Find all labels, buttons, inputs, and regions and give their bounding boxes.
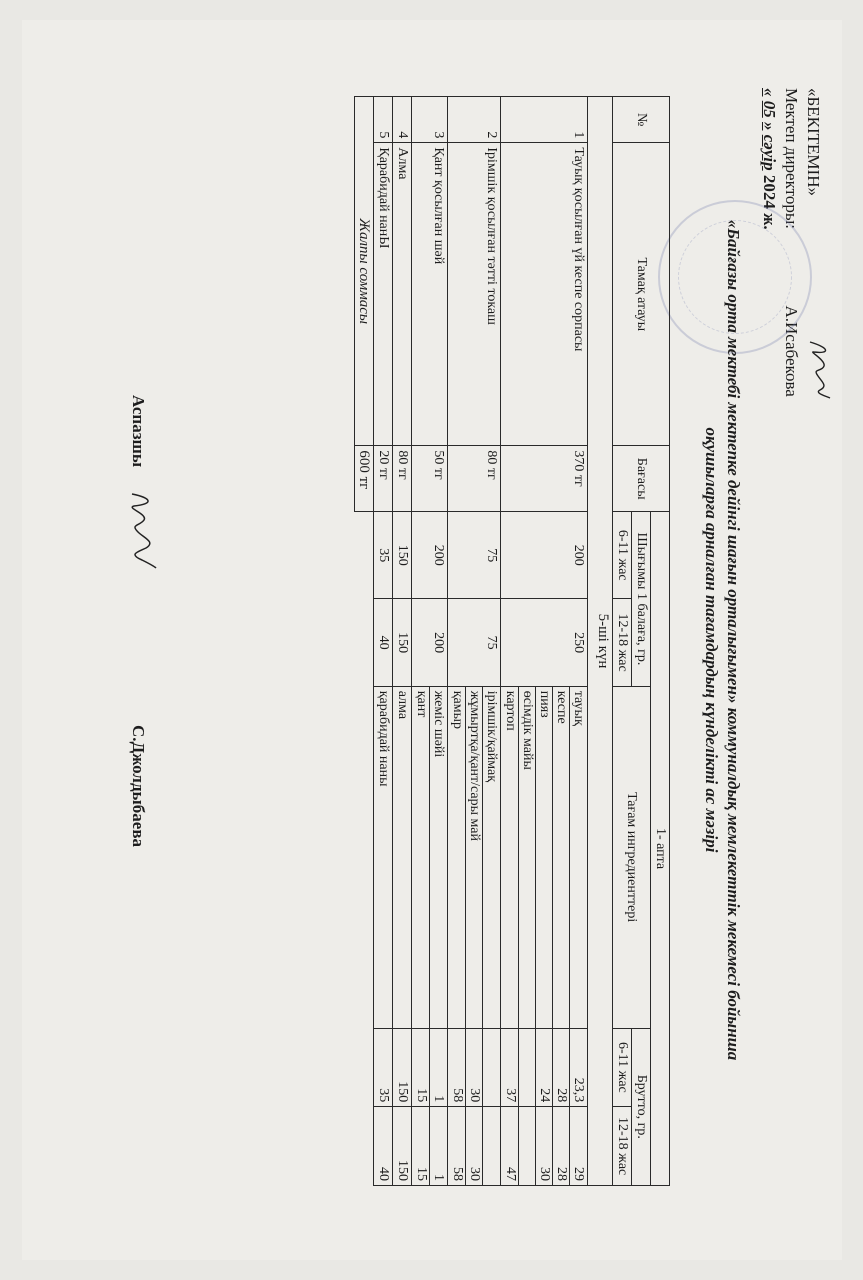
ingredient: жеміс шәйі	[429, 687, 446, 1028]
gross-value: 1	[429, 1107, 446, 1185]
dish-name: Алма	[392, 143, 411, 446]
gross-age1-cell	[411, 1028, 447, 1107]
output-age2: 40	[373, 599, 392, 686]
gross-value	[518, 1029, 535, 1107]
ingredient: жұмыртқа/қант/сары май	[465, 687, 482, 1028]
header-gross-age2: 12-18 жас	[612, 1107, 631, 1186]
table-row	[373, 97, 392, 1186]
gross-age1-cell	[500, 1028, 587, 1107]
gross-age2-cell	[411, 1107, 447, 1186]
gross-value	[482, 1029, 499, 1107]
ingredient: ірімшік/қаймақ	[482, 687, 499, 1028]
gross-value: 30	[465, 1029, 482, 1107]
ingredient: қарабидай наны	[373, 686, 392, 1028]
table-row	[411, 97, 447, 1186]
date-day: 05	[759, 100, 779, 118]
ingredient: пияз	[535, 687, 552, 1028]
gross-value: 150	[392, 1028, 411, 1107]
ingredient: қант	[413, 690, 429, 718]
gross-value: 58	[449, 1088, 465, 1103]
row-num: 1	[500, 97, 587, 143]
gross-value	[518, 1107, 535, 1185]
document-title-line1: «Байғазы орта мектебі мектепке дейінгі шағын орталығымен» коммуналдық мемлекеттік мекемесі бойынша	[723, 219, 743, 1061]
gross-value: 150	[392, 1107, 411, 1186]
gross-value: 1	[429, 1029, 446, 1107]
row-num: 4	[392, 97, 411, 143]
date-year: 2024 ж.	[759, 174, 779, 230]
header-num: №	[612, 97, 669, 143]
table-row	[500, 97, 587, 1186]
dish-name: Тауық қосылған үй кеспе сорпасы	[500, 143, 587, 446]
header-name: Тамақ атауы	[612, 143, 669, 446]
output-age2: 200	[411, 599, 447, 686]
ingredient: тауық	[569, 687, 586, 1028]
dish-price: 370 тг	[500, 446, 587, 512]
header-output-age1: 6-11 жас	[612, 512, 631, 599]
gross-value: 47	[502, 1167, 518, 1181]
gross-value: 29	[569, 1107, 586, 1185]
director-signature	[804, 338, 834, 400]
cook-label: Аспазшы	[128, 395, 148, 468]
director-name: А.Исабекова	[781, 305, 801, 397]
output-age2: 75	[447, 599, 500, 686]
ingredient: өсімдік майы	[518, 687, 535, 1028]
ingredients-cell	[447, 686, 500, 1028]
header-ingredients: Тағам ингредиенттері	[612, 686, 650, 1028]
gross-age2-cell	[500, 1107, 587, 1186]
gross-value: 35	[373, 1028, 392, 1107]
gross-value: 28	[552, 1107, 569, 1185]
gross-value: 28	[552, 1029, 569, 1107]
header-gross: Брутто, гр.	[631, 1028, 650, 1185]
total-row	[354, 97, 373, 1186]
output-age1: 35	[373, 512, 392, 599]
row-num: 3	[411, 97, 447, 143]
cook-signature	[120, 490, 162, 570]
cook-name: С.Джолдыбаева	[128, 725, 148, 848]
ingredient: картоп	[502, 690, 518, 731]
ingredient: кеспе	[552, 687, 569, 1028]
output-age1: 200	[411, 512, 447, 599]
output-age1: 75	[447, 512, 500, 599]
row-num: 5	[373, 97, 392, 143]
header-output: Шығымы 1 балаға, гр.	[631, 512, 650, 687]
date-close-quote: »	[759, 122, 779, 131]
gross-value: 40	[373, 1107, 392, 1186]
gross-value: 15	[413, 1167, 429, 1181]
gross-value	[482, 1107, 499, 1185]
gross-value: 58	[449, 1167, 465, 1181]
total-empty	[354, 512, 373, 1186]
dish-name: Қарабидай нанЫ	[373, 143, 392, 446]
output-age1: 150	[392, 512, 411, 599]
table-row	[447, 97, 500, 1186]
week-header-row	[650, 97, 669, 1186]
gross-value: 30	[465, 1107, 482, 1185]
dish-price: 50 тг	[411, 446, 447, 512]
dish-price: 20 тг	[373, 446, 392, 512]
date-open-quote: «	[759, 88, 779, 97]
total-value: 600 тг	[354, 446, 373, 512]
header-gross-age1: 6-11 жас	[612, 1028, 631, 1107]
ingredients-cell	[500, 686, 587, 1028]
day-label: 5-ші күн	[587, 97, 612, 1186]
director-label: Мектеп директоры:	[781, 88, 801, 229]
header-output-age2: 12-18 жас	[612, 599, 631, 686]
output-age1: 200	[500, 512, 587, 599]
document-sheet	[22, 20, 842, 1260]
date-month: сәуір	[759, 134, 779, 171]
total-label: Жалпы соммасы	[354, 97, 373, 446]
document-title-line2: оқушыларға арналған тағамдардың күнделікті ас мәзірі	[701, 427, 721, 853]
day-row	[587, 97, 612, 1186]
row-num: 2	[447, 97, 500, 143]
output-age2: 250	[500, 599, 587, 686]
output-age2: 150	[392, 599, 411, 686]
dish-name: Ірімшік қосылған тәтті токаш	[447, 143, 500, 446]
gross-value: 24	[535, 1029, 552, 1107]
dish-name: Қант қосылған шәй	[411, 143, 447, 446]
ingredients-cell	[411, 686, 447, 1028]
gross-value: 37	[502, 1088, 518, 1103]
gross-value: 23,3	[569, 1029, 586, 1107]
gross-value: 15	[413, 1088, 429, 1103]
gross-value: 30	[535, 1107, 552, 1185]
gross-age2-cell	[447, 1107, 500, 1186]
dish-price: 80 тг	[447, 446, 500, 512]
ingredient: қамыр	[449, 690, 465, 730]
menu-table	[354, 96, 670, 1186]
ingredient: алма	[392, 686, 411, 1028]
table-row	[392, 97, 411, 1186]
header-week: 1- апта	[650, 512, 669, 1186]
approve-label: «БЕКІТЕМІН»	[803, 88, 823, 196]
gross-age1-cell	[447, 1028, 500, 1107]
header-price: Бағасы	[612, 446, 669, 512]
dish-price: 80 тг	[392, 446, 411, 512]
